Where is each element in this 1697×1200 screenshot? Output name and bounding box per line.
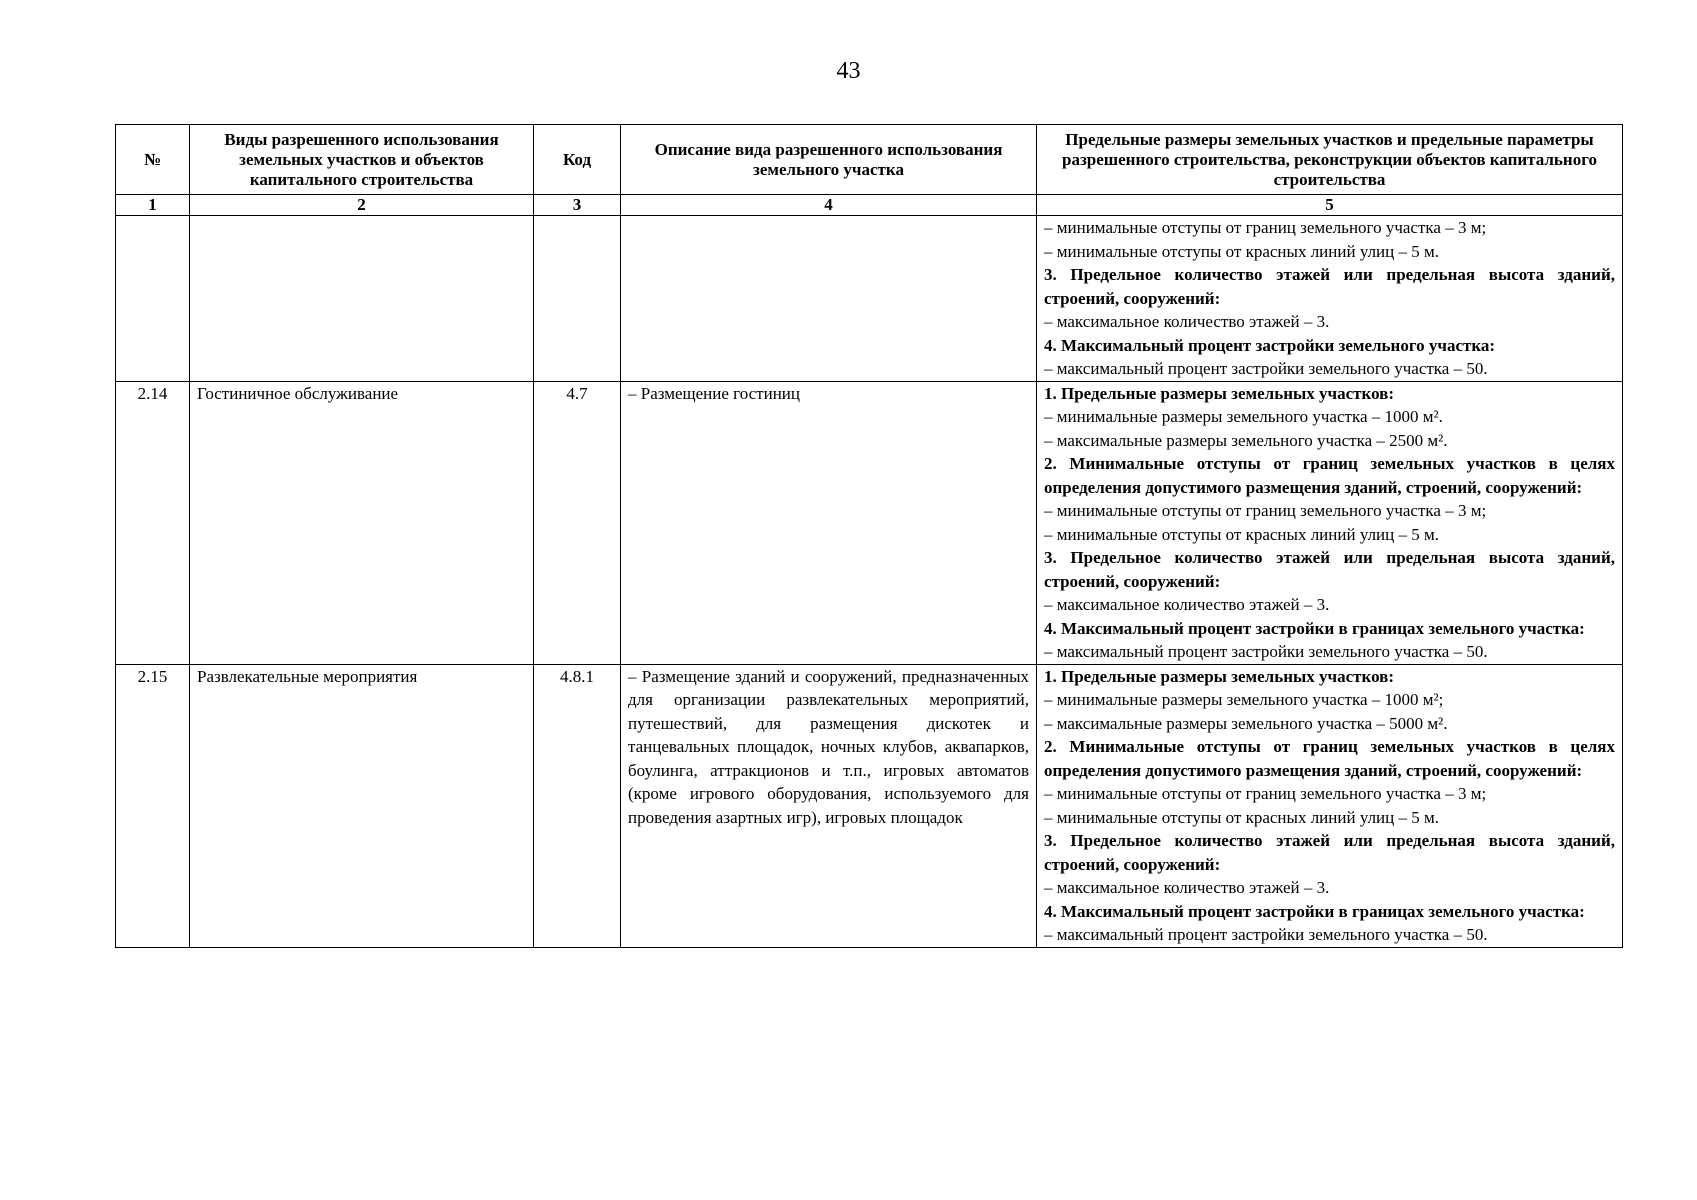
param-heading: 1. Предельные размеры земельных участков: [1044, 666, 1395, 686]
param-heading: 3. Предельное количество этажей или предельная высота зданий, строений, сооружений: [1044, 831, 1615, 874]
page-number: 43 [836, 58, 861, 84]
param-heading: 4. Максимальный процент застройки земельного участка: [1044, 335, 1496, 355]
column-number: 2 [190, 195, 534, 216]
param-line: – максимальный процент застройки земельного участка – 50. [1044, 642, 1488, 661]
param-line: – минимальные отступы от красных линий улиц – 5 м. [1044, 807, 1440, 827]
param-line: – минимальные отступы от красных линий улиц – 5 м. [1044, 524, 1440, 544]
table-row [116, 664, 1623, 947]
row-parameters [1037, 216, 1623, 382]
row-use-type: Гостиничное обслуживание [190, 381, 534, 664]
param-line: – минимальные отступы от границ земельного участка – 3 м; [1044, 501, 1487, 520]
param-heading: 2. Минимальные отступы от границ земельных участков в целях определения допустимого размещения зданий, строений, сооружений: [1044, 454, 1615, 497]
param-line: – максимальные размеры земельного участка – 2500 м². [1044, 430, 1448, 450]
row-code [534, 216, 621, 382]
header-code: Код [534, 125, 621, 195]
param-line: – максимальный процент застройки земельного участка – 50. [1044, 925, 1488, 944]
param-heading: 4. Максимальный процент застройки в границах земельного участка: [1044, 901, 1585, 921]
header-use-type: Виды разрешенного использования земельных участков и объектов капитального строительства [190, 125, 534, 195]
param-line: – максимальное количество этажей – 3. [1044, 312, 1330, 331]
param-heading: 1. Предельные размеры земельных участков: [1044, 383, 1395, 403]
row-description: – Размещение гостиниц [621, 381, 1037, 664]
row-parameters [1037, 664, 1623, 947]
header-description: Описание вида разрешенного использования земельного участка [621, 125, 1037, 195]
column-number: 3 [534, 195, 621, 216]
param-heading: 3. Предельное количество этажей или предельная высота зданий, строений, сооружений: [1044, 548, 1615, 591]
column-number: 5 [1037, 195, 1623, 216]
header-num: № [116, 125, 190, 195]
param-heading: 3. Предельное количество этажей или предельная высота зданий, строений, сооружений: [1044, 265, 1615, 308]
param-line: – минимальные размеры земельного участка – 1000 м²; [1044, 690, 1444, 709]
row-number: 2.14 [116, 381, 190, 664]
param-line: – минимальные отступы от границ земельного участка – 3 м; [1044, 218, 1487, 237]
table-row [116, 381, 1623, 664]
param-heading: 2. Минимальные отступы от границ земельных участков в целях определения допустимого размещения зданий, строений, сооружений: [1044, 737, 1615, 780]
row-parameters [1037, 381, 1623, 664]
table-row [116, 216, 1623, 382]
param-line: – максимальное количество этажей – 3. [1044, 878, 1330, 897]
column-number: 4 [621, 195, 1037, 216]
row-use-type [190, 216, 534, 382]
param-line: – максимальный процент застройки земельного участка – 50. [1044, 359, 1488, 378]
column-number-row [116, 195, 1623, 216]
param-line: – минимальные отступы от границ земельного участка – 3 м; [1044, 784, 1487, 803]
row-description: – Размещение зданий и сооружений, предназначенных для организации развлекательных мероприятий, путешествий, для размещения дискотек и танцевальных площадок, ночных клубов, аквапарков, боулинга, аттракционов и т.п., игровых автоматов (кроме игрового оборудования, используемого для проведения азартных игр), игровых площадок [621, 664, 1037, 947]
row-description [621, 216, 1037, 382]
param-line: – минимальные размеры земельного участка – 1000 м². [1044, 407, 1443, 426]
header-parameters: Предельные размеры земельных участков и предельные параметры разрешенного строительства, реконструкции объектов капитального строительства [1037, 125, 1623, 195]
row-code: 4.8.1 [534, 664, 621, 947]
param-line: – минимальные отступы от красных линий улиц – 5 м. [1044, 241, 1440, 261]
row-code: 4.7 [534, 381, 621, 664]
row-use-type: Развлекательные мероприятия [190, 664, 534, 947]
row-number [116, 216, 190, 382]
column-number: 1 [116, 195, 190, 216]
param-line: – максимальные размеры земельного участка – 5000 м². [1044, 713, 1448, 733]
row-number: 2.15 [116, 664, 190, 947]
zoning-table [115, 124, 1623, 948]
param-line: – максимальное количество этажей – 3. [1044, 595, 1330, 614]
header-row [116, 125, 1623, 195]
param-heading: 4. Максимальный процент застройки в границах земельного участка: [1044, 618, 1585, 638]
